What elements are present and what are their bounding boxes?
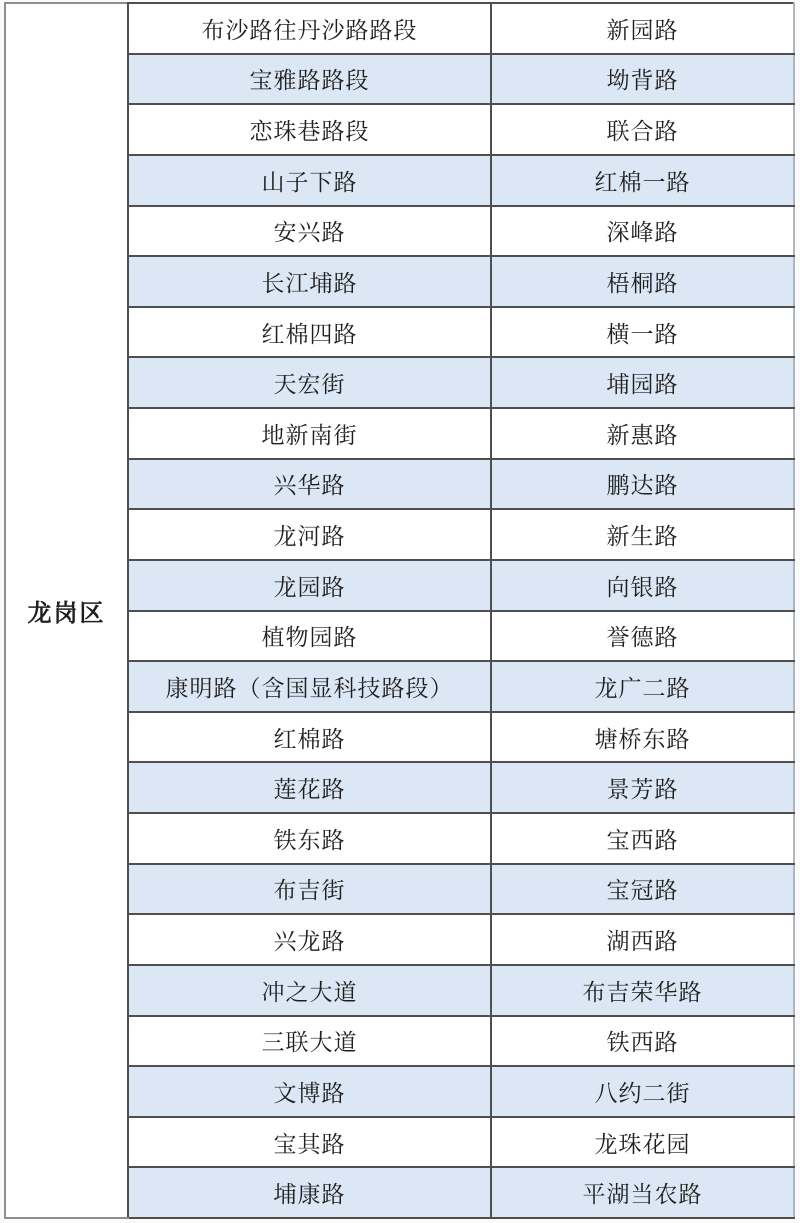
- road-cell: 新惠路: [491, 408, 794, 459]
- road-cell: 向银路: [491, 560, 794, 611]
- road-cell: 联合路: [491, 104, 794, 155]
- road-cell: 龙广二路: [491, 661, 794, 712]
- road-cell: 冲之大道: [128, 965, 491, 1016]
- road-cell: 埔园路: [491, 357, 794, 408]
- road-cell: 宝其路: [128, 1117, 491, 1168]
- road-cell: 宝冠路: [491, 864, 794, 915]
- road-cell: 龙园路: [128, 560, 491, 611]
- road-cell: 坳背路: [491, 54, 794, 105]
- road-cell: 宝雅路路段: [128, 54, 491, 105]
- road-cell: 横一路: [491, 307, 794, 358]
- district-label: 龙岗区: [5, 3, 128, 1218]
- road-cell: 八约二街: [491, 1066, 794, 1117]
- road-cell: 平湖当农路: [491, 1167, 794, 1218]
- road-cell: 兴龙路: [128, 914, 491, 965]
- road-cell: 景芳路: [491, 762, 794, 813]
- road-cell: 埔康路: [128, 1167, 491, 1218]
- road-cell: 恋珠巷路段: [128, 104, 491, 155]
- road-cell: 塘桥东路: [491, 712, 794, 763]
- road-cell: 深峰路: [491, 206, 794, 257]
- road-cell: 安兴路: [128, 206, 491, 257]
- road-cell: 文博路: [128, 1066, 491, 1117]
- road-cell: 布沙路往丹沙路路段: [128, 3, 491, 54]
- road-cell: 鹏达路: [491, 459, 794, 510]
- district-road-table: [4, 2, 795, 1219]
- road-cell: 布吉街: [128, 864, 491, 915]
- road-cell: 康明路（含国显科技路段）: [128, 661, 491, 712]
- road-cell: 山子下路: [128, 155, 491, 206]
- road-cell: 梧桐路: [491, 256, 794, 307]
- road-cell: 新生路: [491, 509, 794, 560]
- road-cell: 三联大道: [128, 1016, 491, 1067]
- road-cell: 铁东路: [128, 813, 491, 864]
- road-cell: 宝西路: [491, 813, 794, 864]
- road-cell: 兴华路: [128, 459, 491, 510]
- road-cell: 红棉四路: [128, 307, 491, 358]
- road-cell: 长江埔路: [128, 256, 491, 307]
- road-cell: 植物园路: [128, 611, 491, 662]
- road-cell: 龙河路: [128, 509, 491, 560]
- road-cell: 铁西路: [491, 1016, 794, 1067]
- road-cell: 莲花路: [128, 762, 491, 813]
- road-cell: 布吉荣华路: [491, 965, 794, 1016]
- table-row: [5, 3, 794, 54]
- road-cell: 新园路: [491, 3, 794, 54]
- road-cell: 地新南街: [128, 408, 491, 459]
- road-cell: 湖西路: [491, 914, 794, 965]
- road-cell: 誉德路: [491, 611, 794, 662]
- road-cell: 龙珠花园: [491, 1117, 794, 1168]
- road-cell: 红棉一路: [491, 155, 794, 206]
- road-cell: 红棉路: [128, 712, 491, 763]
- road-cell: 天宏街: [128, 357, 491, 408]
